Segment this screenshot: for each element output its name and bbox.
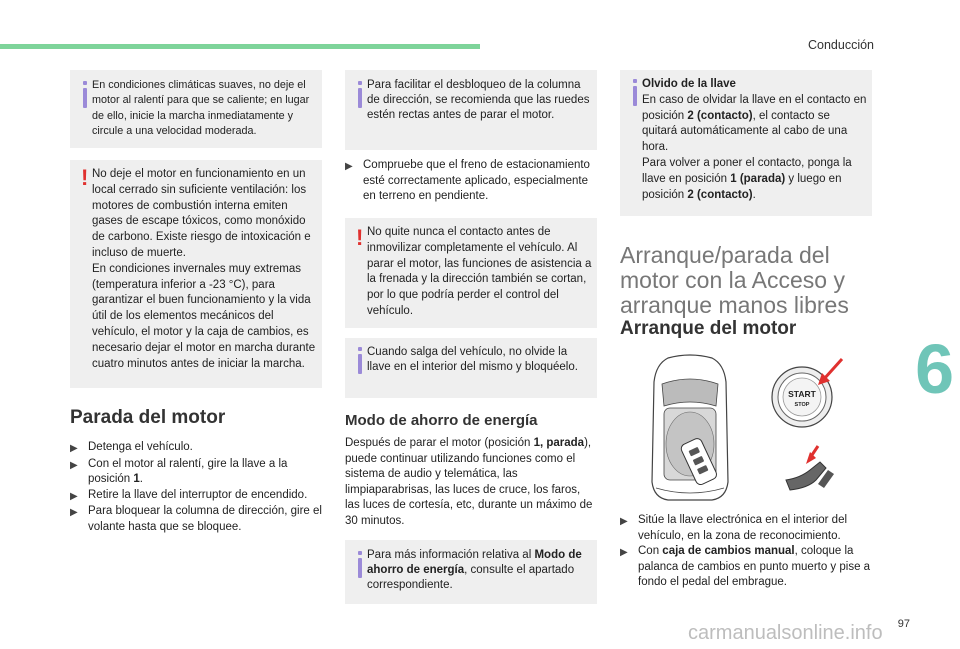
bullet-arrow-icon: ▶ (70, 459, 78, 471)
watermark: carmanualsonline.info (688, 622, 883, 644)
info-note-box (345, 540, 597, 604)
info-box-text-2: Para volver a poner el contacto, ponga la llave en posición 1 (parada) y luego en posición 2 (contacto). (642, 156, 852, 201)
modo-ahorro-paragraph: Después de parar el motor (posición 1, parada), puede continuar utilizando funciones como el sistema de audio y telemática, las limpiaparabrisas, las luces de cruce, los faros, las luces de cortesía, etc, durante un máximo de 30 minutos. (345, 437, 593, 527)
page-number: 97 (897, 618, 910, 630)
bullet-arrow-icon: ▶ (345, 161, 353, 172)
info-icon (633, 86, 637, 106)
header-accent-bar (0, 44, 480, 49)
freno-bullet (345, 158, 597, 205)
info-note-box (345, 70, 597, 150)
list-item: ▶ Con el motor al ralentí, gire la llave a la posición 1. (70, 457, 322, 488)
warning-text-2: En condiciones invernales muy extremas (temperatura inferior a -23 °C), para garantizar el buen funcionamiento y la vida útil de los elementos mecánicos del vehículo, el motor y la caja de cambios, es necesario dejar el motor en marcha durante cuatro minutos antes de iniciar la marcha. (92, 262, 316, 370)
start-label: START (788, 389, 816, 399)
main-heading-arranque-parada: Arranque/parada del motor con la Acceso y arranque manos libres (620, 242, 849, 318)
info-note-text: Para facilitar el desbloqueo de la columna de dirección, se recomienda que las ruedes estén rectas antes de parar el motor. (367, 79, 590, 122)
section-title: Conducción (807, 38, 874, 52)
warning-text: No quite nunca el contacto antes de inmovilizar completamente el vehículo. Al parar el motor, las funciones de asistencia a la frenada y la dirección también se cortan, por lo que podría perder el control del vehículo. (367, 226, 592, 317)
list-item: ▶ Con caja de cambios manual, coloque la palanca de cambios en punto muerto y pise a fondo el pedal del embrague. (620, 544, 872, 591)
list-item: ▶ Para bloquear la columna de dirección, gire el volante hasta que se bloquee. (70, 504, 322, 535)
info-note-box (345, 338, 597, 398)
bullet-arrow-icon: ▶ (70, 507, 78, 519)
list-item: ▶ Detenga el vehículo. (70, 440, 322, 457)
info-icon (83, 88, 87, 108)
warning-icon: ! (81, 165, 89, 190)
start-stop-button-illustration (766, 355, 846, 435)
info-note-box (70, 70, 322, 148)
heading-arranque-motor: Arranque del motor (620, 318, 797, 339)
bullet-arrow-icon: ▶ (620, 547, 628, 559)
foot-pedal-illustration (780, 440, 840, 495)
arranque-steps (620, 513, 872, 591)
chapter-number: 6 (915, 330, 954, 408)
warning-box (345, 218, 597, 328)
info-icon (358, 558, 362, 578)
warning-icon: ! (356, 225, 364, 250)
info-box-text-1: En caso de olvidar la llave en el contacto en posición 2 (contacto), el contacto se quitará automáticamente al cabo de una hora. (642, 93, 867, 154)
bullet-arrow-icon: ▶ (70, 490, 78, 502)
list-item: ▶ Retire la llave del interruptor de encendido. (70, 488, 322, 505)
info-note-text: Cuando salga del vehículo, no olvide la llave en el interior del mismo y bloquéelo. (367, 346, 578, 374)
heading-parada-motor: Parada del motor (70, 407, 226, 428)
stop-label: STOP (794, 402, 810, 408)
info-icon (358, 354, 362, 374)
info-note-box (620, 70, 872, 216)
car-top-view-illustration (640, 352, 740, 504)
list-item: ▶ Sitúe la llave electrónica en el interior del vehículo, en la zona de reconocimiento. (620, 513, 872, 544)
info-box-title: Olvido de la llave (642, 78, 736, 90)
bullet-arrow-icon: ▶ (70, 443, 78, 454)
info-note-text: En condiciones climáticas suaves, no deje el motor al ralentí para que se caliente; en lugar de ello, inicie la marcha inmediatamente y circule a una velocidad moderada. (92, 79, 310, 138)
bullet-arrow-icon: ▶ (620, 516, 628, 527)
info-icon (358, 88, 362, 108)
warning-box (70, 160, 322, 388)
warning-text-1: No deje el motor en funcionamiento en un local cerrado sin suficiente ventilación: los motores de combustión interna emiten gases de escape tóxicos, como monóxido de carbono. Existe riesgo de intoxicación e incluso de muerte. (92, 168, 311, 259)
heading-modo-ahorro: Modo de ahorro de energía (345, 412, 538, 429)
info-note-text: Para más información relativa al Modo de ahorro de energía, consulte el apartado correspondiente. (367, 549, 582, 592)
parada-steps (70, 440, 322, 536)
list-item: ▶ Compruebe que el freno de estacionamiento esté correctamente aplicado, especialmente en terreno en pendiente. (345, 158, 597, 205)
